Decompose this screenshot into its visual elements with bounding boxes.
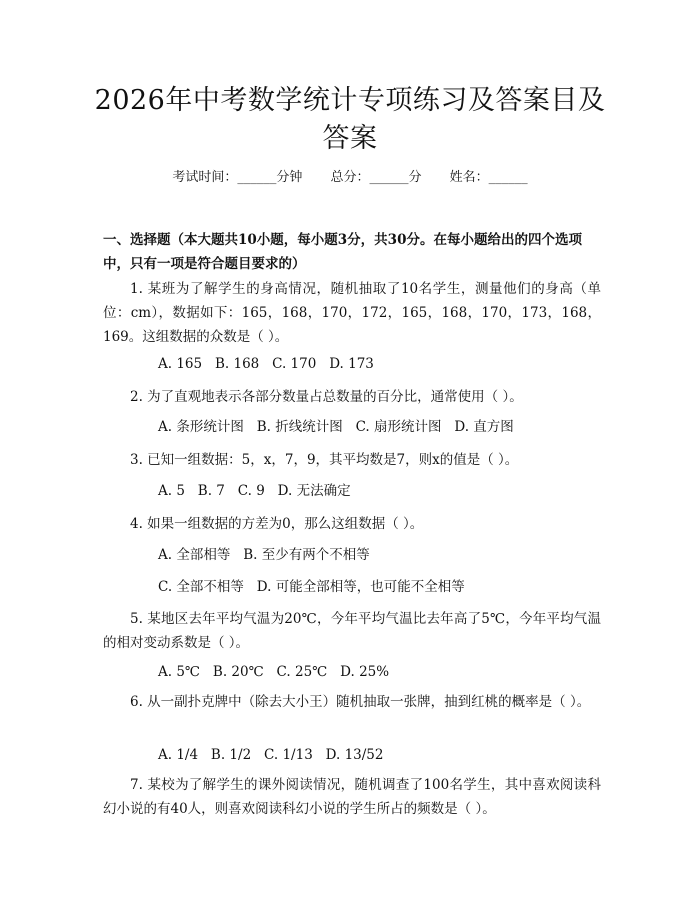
question-2-options: A. 条形统计图 B. 折线统计图 C. 扇形统计图 D. 直方图 xyxy=(158,419,514,435)
question-4: 4. 如果一组数据的方差为0，那么这组数据（ ）。 xyxy=(130,516,424,532)
exam-name: 姓名：______ xyxy=(449,170,528,185)
document-title: 2026年中考数学统计专项练习及答案目及答案 xyxy=(94,85,606,154)
section-heading-choice: 一、选择题（本大题共10小题，每小题3分，共30分。在每小题给出的四个选项中，只有一项是符合题目要求的） xyxy=(103,232,582,272)
question-1: 1. 某班为了解学生的身高情况，随机抽取了10名学生，测量他们的身高（单位：cm），数据如下：165，168，170，172，165，168，170，173，168，169。这组数据的众数是（ ）。 xyxy=(103,281,601,345)
question-6: 6. 从一副扑克牌中（除去大小王）随机抽取一张牌，抽到红桃的概率是（ ）。 xyxy=(130,694,591,710)
question-4-options-row2: C. 全部不相等 D. 可能全部相等，也可能不全相等 xyxy=(158,579,465,595)
question-2: 2. 为了直观地表示各部分数量占总数量的百分比，通常使用（ ）。 xyxy=(130,389,523,405)
exam-time: 考试时间：______分钟 xyxy=(172,170,303,185)
question-4-options-row1: A. 全部相等 B. 至少有两个不相等 xyxy=(158,547,370,563)
exam-meta xyxy=(0,168,700,188)
question-5: 5. 某地区去年平均气温为20℃，今年平均气温比去年高了5℃，今年平均气温的相对变动系数是（ ）。 xyxy=(103,611,601,651)
question-1-options: A. 165 B. 168 C. 170 D. 173 xyxy=(158,356,374,372)
question-6-options: A. 1/4 B. 1/2 C. 1/13 D. 13/52 xyxy=(158,747,384,763)
question-5-options: A. 5℃ B. 20℃ C. 25℃ D. 25% xyxy=(158,664,390,680)
question-3: 3. 已知一组数据：5，x，7，9，其平均数是7，则x的值是（ ）。 xyxy=(130,452,519,468)
question-7: 7. 某校为了解学生的课外阅读情况，随机调查了100名学生，其中喜欢阅读科幻小说的有40人，则喜欢阅读科幻小说的学生所占的频数是（ ）。 xyxy=(103,777,601,817)
exam-score: 总分：______分 xyxy=(330,170,422,185)
question-3-options: A. 5 B. 7 C. 9 D. 无法确定 xyxy=(158,483,351,499)
